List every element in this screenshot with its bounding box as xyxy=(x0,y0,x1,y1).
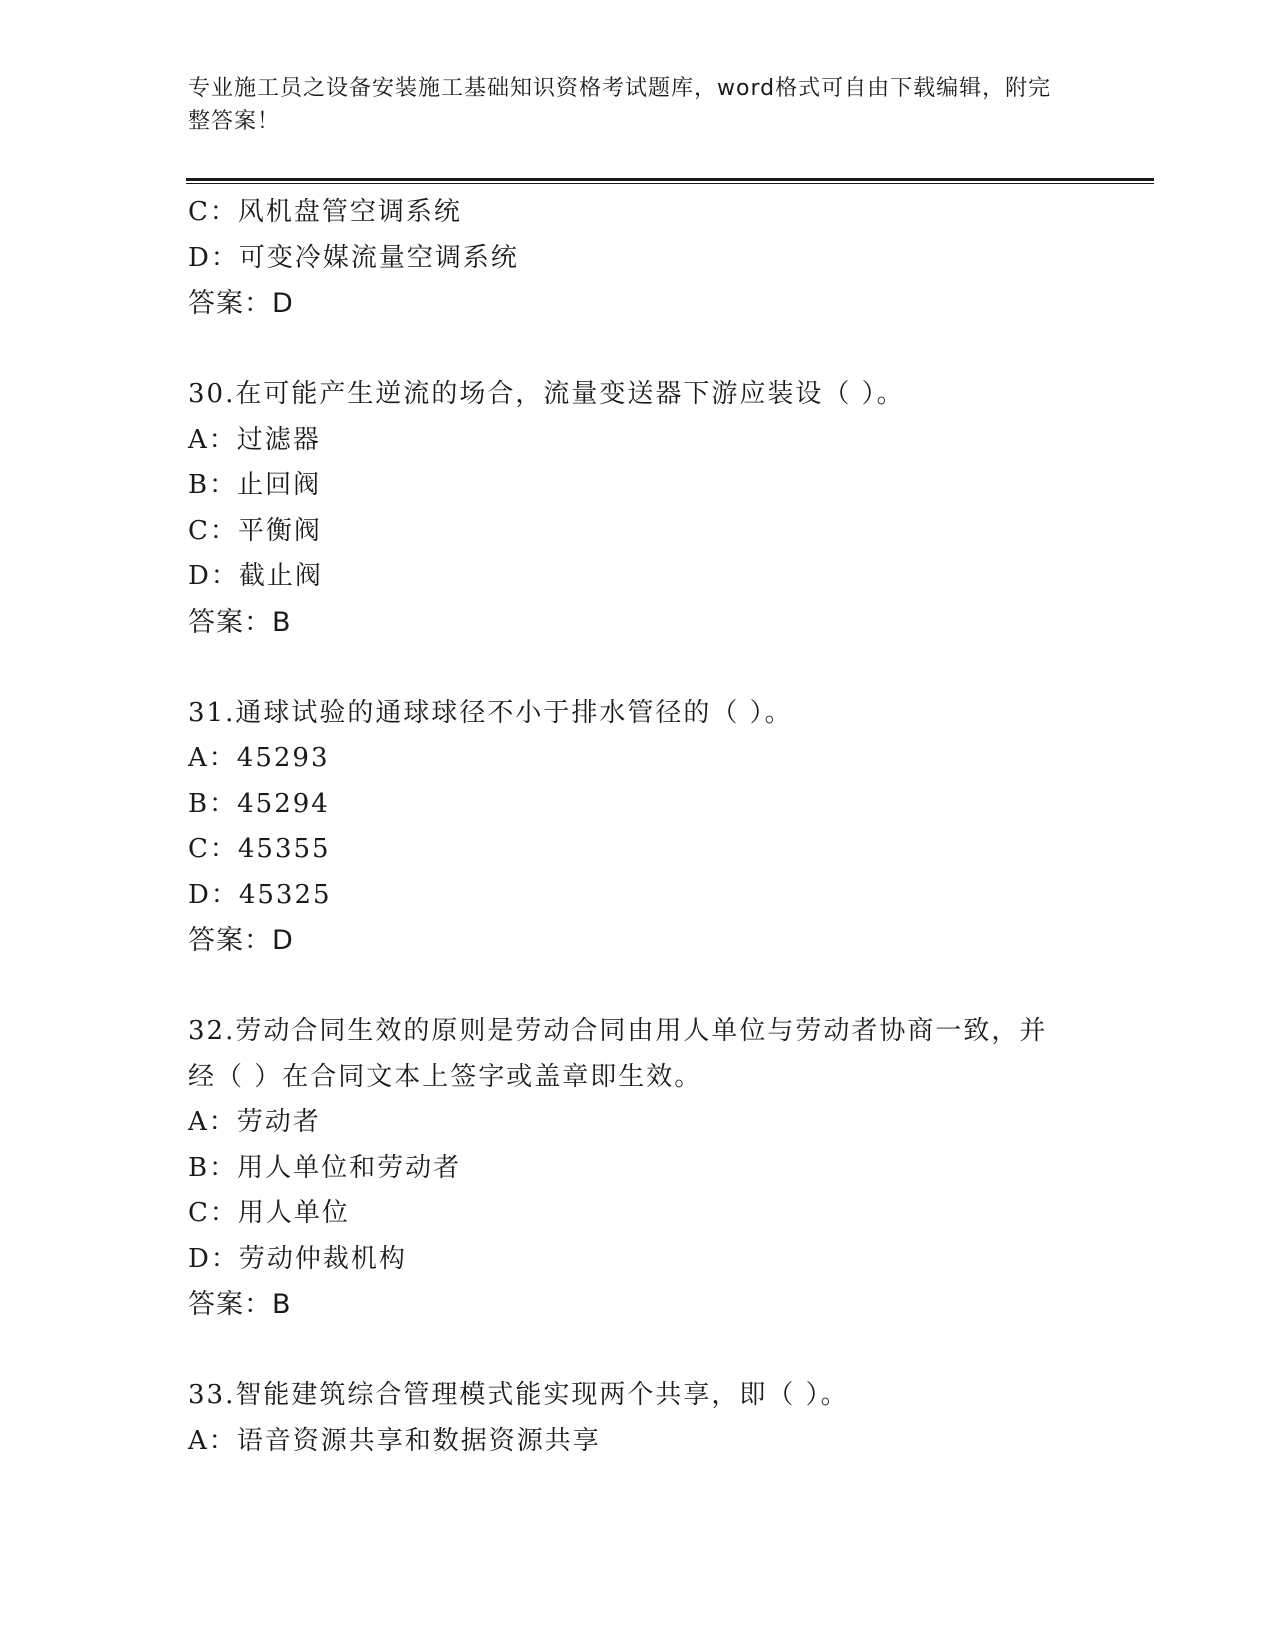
option-line: D：可变冷媒流量空调系统 xyxy=(188,242,519,273)
header-rule-thick xyxy=(186,178,1154,181)
question-line: 30.在可能产生逆流的场合，流量变送器下游应装设（ ）。 xyxy=(188,379,905,409)
answer-line: 答案：B xyxy=(188,606,292,638)
option-line: B：用人单位和劳动者 xyxy=(188,1152,462,1183)
answer-line: 答案：D xyxy=(188,925,294,956)
option-line: A：45293 xyxy=(188,743,330,773)
header-rule-thin xyxy=(186,183,1154,184)
spacer xyxy=(188,964,1088,1010)
option-line: D：劳动仲裁机构 xyxy=(188,1243,407,1274)
option-line: B：45294 xyxy=(188,788,330,819)
question-line: 经（ ）在合同文本上签字或盖章即生效。 xyxy=(188,1061,703,1092)
answer-line: 答案：D xyxy=(188,288,294,319)
question-line: 32.劳动合同生效的原则是劳动合同由用人单位与劳动者协商一致，并 xyxy=(188,1016,1048,1046)
answer-line: 答案：B xyxy=(188,1289,292,1320)
option-line: C：45355 xyxy=(188,834,331,864)
option-line: C：平衡阀 xyxy=(188,515,322,546)
question-line: 31.通球试验的通球球径不小于排水管径的（ ）。 xyxy=(188,697,793,728)
page-header: 专业施工员之设备安装施工基础知识资格考试题库，word格式可自由下载编辑，附完整答案！ xyxy=(188,76,1052,134)
question-line: 33.智能建筑综合管理模式能实现两个共享，即（ ）。 xyxy=(188,1380,849,1410)
option-line: A：语音资源共享和数据资源共享 xyxy=(188,1425,601,1456)
option-line: C：用人单位 xyxy=(188,1198,350,1228)
option-line: D：截止阀 xyxy=(188,561,323,591)
spacer xyxy=(188,1328,1088,1374)
option-line: C：风机盘管空调系统 xyxy=(188,197,462,227)
spacer xyxy=(188,327,1088,373)
option-line: A：劳动者 xyxy=(188,1107,321,1137)
option-line: A：过滤器 xyxy=(188,424,321,455)
option-line: B：止回阀 xyxy=(188,470,322,500)
question-content xyxy=(188,190,1088,1464)
option-line: D：45325 xyxy=(188,879,332,910)
spacer xyxy=(188,645,1088,691)
